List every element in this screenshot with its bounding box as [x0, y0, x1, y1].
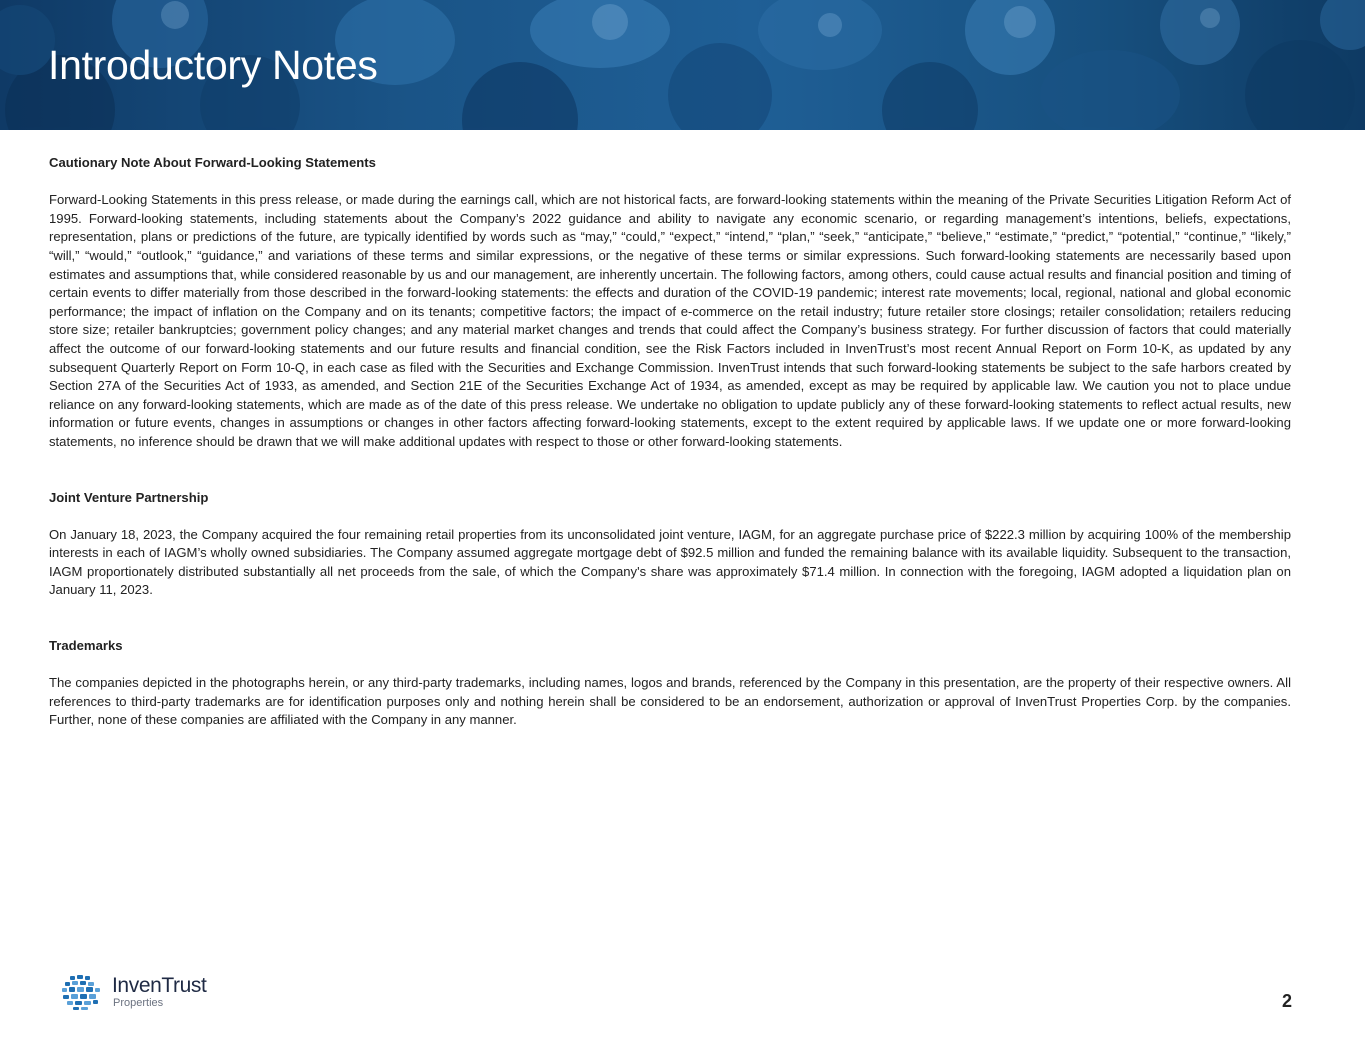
section-forward-looking-statements — [49, 154, 1291, 452]
section-body: On January 18, 2023, the Company acquired the four remaining retail properties from its unconsolidated joint venture, IAGM, for an aggregate purchase price of $222.3 million by acquiring 100% of the membership interests in each of IAGM’s wholly owned subsidiaries. The Company assumed aggregate mortgage debt of $92.5 million and funded the remaining balance with its available liquidity. Subsequent to the transaction, IAGM proportionately distributed substantially all net proceeds from the sale, of which the Company's share was approximately $71.4 million. In connection with the foregoing, IAGM adopted a liquidation plan on January 11, 2023. — [49, 526, 1291, 598]
section-body: The companies depicted in the photographs herein, or any third-party trademarks, including names, logos and brands, referenced by the Company in this presentation, are the property of their respective owners. All references to third-party trademarks are for identification purposes only and nothing herein shall be considered to be an endorsement, authorization or approval of InvenTrust Properties Corp. by the companies. Further, none of these companies are affiliated with the Company in any manner. — [49, 675, 1291, 728]
logo-name: InvenTrust — [112, 974, 207, 997]
section-joint-venture — [49, 489, 1291, 601]
notes-content — [49, 154, 1291, 730]
company-logo — [60, 974, 220, 1014]
globe-logo-icon — [60, 974, 104, 1012]
section-heading: Joint Venture Partnership — [49, 489, 209, 505]
section-trademarks — [49, 637, 1291, 730]
section-heading: Trademarks — [49, 638, 123, 654]
page-number: 2 — [1281, 991, 1292, 1011]
header-banner — [0, 0, 1365, 130]
page-title: Introductory Notes — [48, 42, 378, 88]
logo-subtitle: Properties — [113, 997, 164, 1009]
section-heading: Cautionary Note About Forward-Looking Statements — [49, 155, 376, 170]
section-body: Forward-Looking Statements in this press release, or made during the earnings call, which are not historical facts, are forward-looking statements within the meaning of the Private Securities Litigation Reform Act of 1995. Forward-looking statements, including statements about the Company’s 2022 guidance and ability to navigate any economic scenario, or regarding management’s intentions, beliefs, expectations, representation, plans or predictions of the future, are typically identified by words such as “may,” “could,” “expect,” “intend,” “plan,” “seek,” “anticipate,” “believe,” “estimate,” “predict,” “potential,” “continue,” “likely,” “will,” “would,” “outlook,” “guidance,” and variations of these terms and similar expressions, or the negative of these terms or similar expressions. Such forward-looking statements are necessarily based upon estimates and assumptions that, while considered reasonable by us and our management, are inherently uncertain. The following factors, among others, could cause actual results and financial position and timing of certain events to differ materially from those described in the forward-looking statements: the effects and duration of the COVID-19 pandemic; interest rate movements; local, regional, national and global economic performance; the impact of inflation on the Company and on its tenants; competitive factors; the impact of e-commerce on the retail industry; future retailer store closings; retailer consolidation; retailers reducing store size; retailer bankruptcies; government policy changes; and any material market changes and trends that could affect the Company’s business strategy. For further discussion of factors that could materially affect the outcome of our forward-looking statements and our future results and financial condition, see the Risk Factors included in InvenTrust’s most recent Annual Report on Form 10-K, as updated by any subsequent Quarterly Report on Form 10-Q, in each case as filed with the Securities and Exchange Commission. InvenTrust intends that such forward-looking statements be subject to the safe harbors created by Section 27A of the Securities Act of 1933, as amended, and Section 21E of the Securities Exchange Act of 1934, as amended, except as may be required by applicable law. We caution you not to place undue reliance on any forward-looking statements, which are made as of the date of this press release. We undertake no obligation to update publicly any of these forward-looking statements to reflect actual results, new information or future events, changes in assumptions or changes in other factors affecting forward-looking statements, except to the extent required by applicable laws. If we update one or more forward-looking statements, no inference should be drawn that we will make additional updates with respect to those or other forward-looking statements. — [49, 192, 1291, 449]
